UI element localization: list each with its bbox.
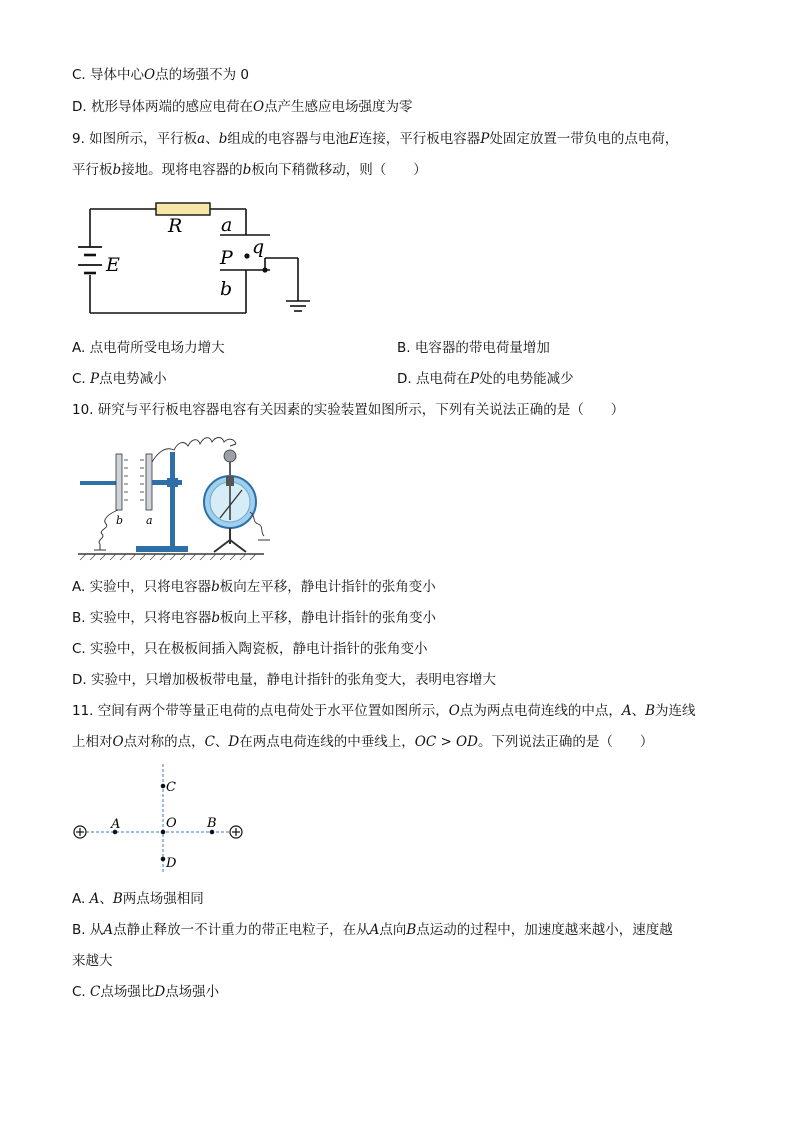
label-d: D bbox=[166, 856, 177, 871]
q10-stem: 10. 研究与平行板电容器电容有关因素的实验装置如图所示，下列有关说法正确的是（ ） bbox=[72, 402, 625, 418]
q9-option-b[interactable]: B. 电容器的带电荷量增加 bbox=[397, 340, 550, 356]
label-b: b bbox=[116, 514, 124, 527]
q10-electroscope-apparatus bbox=[74, 432, 274, 560]
plate-b bbox=[116, 454, 122, 510]
q9-circuit-diagram bbox=[60, 195, 320, 325]
point-o bbox=[161, 830, 166, 835]
q11-option-b-line2: 来越大 bbox=[72, 953, 113, 969]
stand-pole bbox=[170, 452, 175, 547]
q11-option-b-line1[interactable]: B. 从A点静止释放一不计重力的带正电粒子，在从A点向B点运动的过程中，加速度越来越小，速度越 bbox=[72, 922, 673, 938]
var-o: O bbox=[144, 67, 156, 83]
inequality: OC > OD bbox=[414, 734, 478, 750]
electroscope-knob bbox=[224, 450, 236, 462]
q8-option-d: D. 枕形导体两端的感应电荷在O点产生感应电场强度为零 bbox=[72, 99, 413, 115]
point-d bbox=[161, 857, 166, 862]
q10-option-c[interactable]: C. 实验中，只在极板间插入陶瓷板，静电计指针的张角变小 bbox=[72, 641, 428, 657]
q11-charges-diagram bbox=[70, 764, 250, 874]
stand-base bbox=[136, 546, 188, 552]
q10-option-a[interactable]: A. 实验中，只将电容器b板向左平移，静电计指针的张角变小 bbox=[72, 579, 436, 595]
label-r: R bbox=[168, 215, 183, 237]
q9-option-d[interactable]: D. 点电荷在P处的电势能减少 bbox=[397, 371, 574, 387]
q8-option-c: C. 导体中心O点的场强不为 0 bbox=[72, 67, 249, 83]
q11-stem-line1: 11. 空间有两个带等量正电荷的点电荷处于水平位置如图所示，O点为两点电荷连线的中点，A、B为连线 bbox=[72, 703, 696, 719]
label-b: B bbox=[207, 816, 217, 831]
q9-stem-line2: 平行板b接地。现将电容器的b板向下稍微移动，则（ ） bbox=[72, 162, 427, 178]
q9-stem-line1: 9. 如图所示，平行板a、b组成的电容器与电池E连接，平行板电容器P处固定放置一带负电的点电荷， bbox=[72, 131, 679, 147]
label-p: P bbox=[220, 247, 233, 269]
label-a: a bbox=[146, 514, 153, 527]
plate-a bbox=[146, 454, 152, 510]
label-c: C bbox=[166, 780, 176, 795]
label-a: a bbox=[221, 214, 233, 236]
label-e: E bbox=[106, 254, 120, 276]
ground-hatch bbox=[80, 554, 256, 560]
q11-option-a[interactable]: A. A、B两点场强相同 bbox=[72, 891, 204, 907]
label-a: A bbox=[111, 817, 121, 832]
label-o: O bbox=[166, 816, 177, 831]
q9-option-a[interactable]: A. 点电荷所受电场力增大 bbox=[72, 340, 225, 356]
positive-charge-left bbox=[74, 826, 86, 838]
point-c bbox=[161, 784, 166, 789]
label-b: b bbox=[220, 278, 233, 300]
positive-charge-right bbox=[230, 826, 242, 838]
junction-dot bbox=[262, 267, 267, 272]
q11-option-c[interactable]: C. C点场强比D点场强小 bbox=[72, 984, 220, 1000]
q10-option-d[interactable]: D. 实验中，只增加极板带电量，静电计指针的张角变大，表明电容增大 bbox=[72, 672, 496, 688]
q11-stem-line2: 上相对O点对称的点，C、D在两点电荷连线的中垂线上，OC > OD。下列说法正确的是（ ） bbox=[72, 734, 654, 750]
var-o: O bbox=[252, 99, 265, 115]
q10-option-b[interactable]: B. 实验中，只将电容器b板向上平移，静电计指针的张角变小 bbox=[72, 610, 436, 626]
resistor bbox=[156, 203, 210, 215]
rod bbox=[80, 481, 120, 485]
point-charge bbox=[244, 253, 249, 258]
label-q: q bbox=[252, 236, 265, 258]
q9-option-c[interactable]: C. P点电势减小 bbox=[72, 371, 167, 387]
